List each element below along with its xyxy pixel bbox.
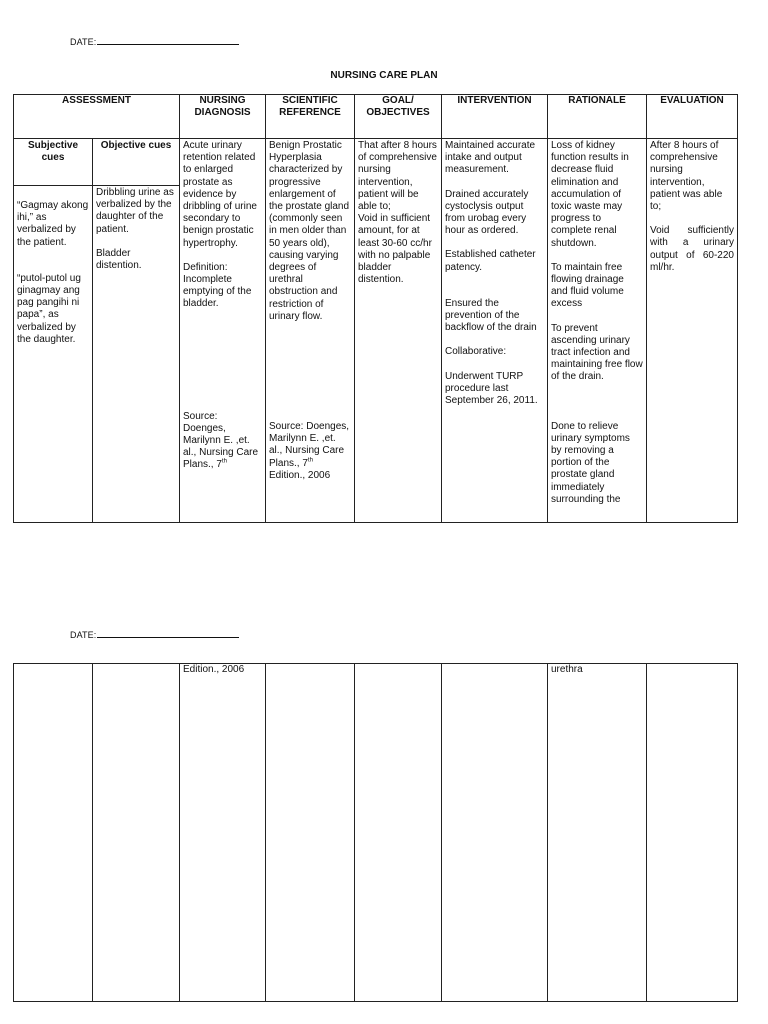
evaluation-cell: [647, 139, 738, 523]
intervention-item-1: Maintained accurate intake and output measurement.: [445, 140, 536, 176]
date-label-page-2: DATE:: [70, 630, 97, 640]
objective-cues-header: Objective cues: [93, 139, 180, 186]
header-rationale: RATIONALE: [548, 95, 647, 139]
objective-cue-1: Dribbling urine as verbalized by the daughter of the patient.: [96, 187, 174, 235]
date-label: DATE:: [70, 37, 97, 47]
rationale-item-2: To maintain free flowing drainage and fluid volume excess: [551, 261, 624, 310]
rationale-item-1: Loss of kidney function results in decrease fluid elimination and accumulation of toxic waste may progress to complete renal shutdown.: [551, 140, 629, 249]
header-goal-objectives: GOAL/ OBJECTIVES: [355, 95, 442, 139]
subjective-cues-header: Subjective cues: [14, 139, 93, 186]
evaluation-result: Void sufficiently with a urinary output of 60-220 ml/hr.: [650, 225, 734, 273]
scientific-reference-cell: [266, 139, 355, 523]
continued-scientific-reference-cell: [266, 664, 355, 1002]
objective-cue-2: Bladder distention.: [96, 247, 142, 272]
diagnosis-definition: Definition: Incomplete emptying of the bladder.: [183, 261, 252, 310]
nursing-diagnosis-cell: [180, 139, 266, 523]
scientific-reference-text: Benign Prostatic Hyperplasia characterized by progressive enlargement of the prostate gland (commonly seen in men older than 50 years old), causing varying degrees of urethral obstruction and restriction of urinary flow.: [269, 140, 350, 322]
header-evaluation: EVALUATION: [647, 95, 738, 139]
intervention-item-2: Drained accurately cystoclysis output from urobag every hour as ordered.: [445, 188, 529, 237]
header-scientific-reference: SCIENTIFIC REFERENCE: [266, 95, 355, 139]
continued-rationale-cell: urethra: [548, 664, 647, 1002]
intervention-collaborative-label: Collaborative:: [445, 346, 507, 358]
nursing-care-plan-table-continued: [13, 663, 738, 1002]
diagnosis-source: Source: Doenges, Marilynn E. ,et. al., Nursing Care Plans., 7th: [183, 410, 259, 471]
goal-objective: Void in sufficient amount, for at least 30-60 cc/hr with no palpable bladder distention.: [358, 213, 432, 286]
continued-row: [14, 664, 738, 1002]
cues-row: [14, 139, 738, 186]
date-blank-line-page-2: [97, 629, 239, 638]
rationale-cell: [548, 139, 647, 523]
header-intervention: INTERVENTION: [442, 95, 548, 139]
nursing-care-plan-table: [13, 94, 738, 523]
document-title: NURSING CARE PLAN: [330, 70, 438, 81]
diagnosis-text: Acute urinary retention related to enlarged prostate as evidence by dribbling of urine secondary to benign prostatic hypertrophy.: [183, 140, 257, 249]
date-field: [70, 36, 239, 47]
continued-nursing-diagnosis-cell: Edition., 2006: [180, 664, 266, 1002]
rationale-item-4: Done to relieve urinary symptoms by removing a portion of the prostate gland immediately surrounding the: [551, 420, 630, 505]
subjective-cues-cell: [14, 186, 93, 523]
goal-text: That after 8 hours of comprehensive nursing intervention, patient will be able to;: [358, 140, 437, 213]
intervention-item-5: Underwent TURP procedure last September 26, 2011.: [445, 370, 538, 407]
header-nursing-diagnosis: NURSING DIAGNOSIS: [180, 95, 266, 139]
evaluation-text: After 8 hours of comprehensive nursing intervention, patient was able to;: [650, 140, 723, 213]
header-assessment: ASSESSMENT: [14, 95, 180, 139]
continued-objective-cell: [93, 664, 180, 1002]
header-row: [14, 95, 738, 139]
continued-evaluation-cell: [647, 664, 738, 1002]
date-blank-line: [97, 36, 239, 45]
continued-goal-cell: [355, 664, 442, 1002]
continued-subjective-cell: [14, 664, 93, 1002]
subjective-cue-2: “putol-putol ug ginagmay ang pag pangihi ni papa”, as verbalized by the daughter.: [17, 272, 81, 345]
rationale-item-3: To prevent ascending urinary tract infection and maintaining free flow of the drain.: [551, 322, 643, 383]
goal-objectives-cell: [355, 139, 442, 523]
objective-cues-cell: [93, 186, 180, 523]
intervention-item-3: Established catheter patency.: [445, 249, 536, 273]
continued-intervention-cell: [442, 664, 548, 1002]
subjective-cue-1: “Gagmay akong ihi,” as verbalized by the patient.: [17, 200, 89, 248]
intervention-cell: [442, 139, 548, 523]
scientific-reference-source: Source: Doenges, Marilynn E. ,et. al., Nursing Care Plans., 7th Edition., 2006: [269, 421, 350, 481]
date-field-page-2: [70, 629, 239, 640]
intervention-item-4: Ensured the prevention of the backflow of the drain: [445, 297, 537, 334]
